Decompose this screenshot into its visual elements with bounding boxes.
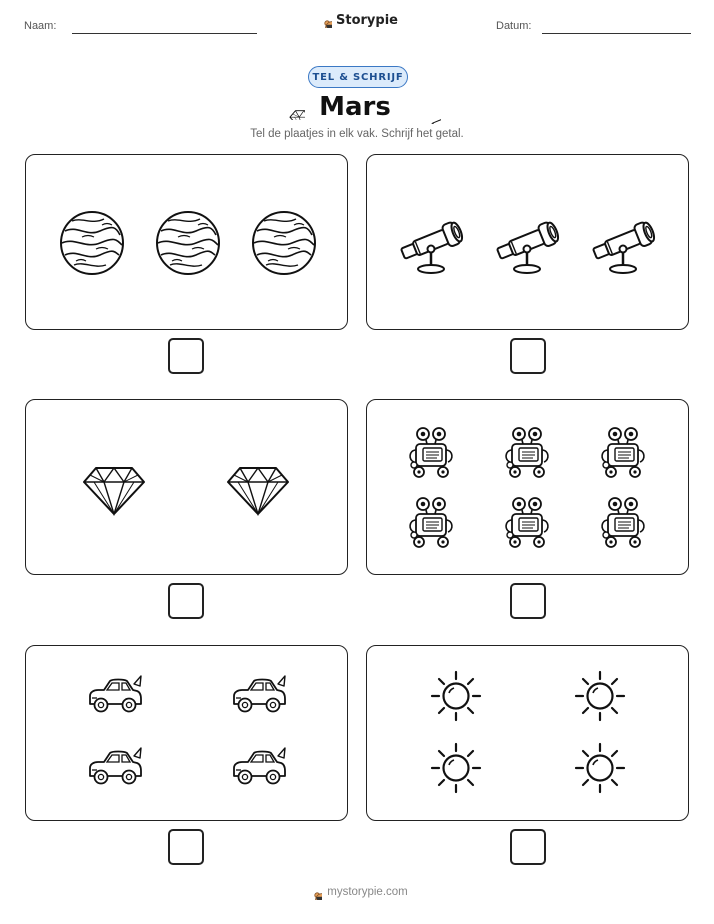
car-icon	[90, 676, 141, 712]
answer-box-robots[interactable]	[510, 583, 546, 619]
robot-icon	[506, 498, 548, 547]
activity-badge: TEL & SCHRIJF	[308, 66, 408, 88]
brand-logo	[0, 12, 714, 28]
count-card-cars	[25, 645, 348, 821]
card-pictures	[26, 646, 349, 822]
robot-icon	[506, 428, 548, 477]
robot-icon	[602, 428, 644, 477]
page-title: Mars	[319, 92, 391, 122]
date-line[interactable]	[542, 33, 691, 34]
telescope-icon	[495, 220, 561, 273]
title-row	[0, 90, 714, 124]
footer-site-link[interactable]: mystorypie.com	[327, 886, 408, 898]
sun-icon	[576, 672, 624, 720]
bear-icon	[306, 884, 322, 900]
planet-icon	[157, 212, 219, 274]
count-card-planets	[25, 154, 348, 330]
sun-icon	[576, 744, 624, 792]
telescope-icon	[399, 220, 465, 273]
telescope-icon	[405, 90, 441, 124]
card-pictures	[367, 646, 690, 822]
card-pictures	[367, 155, 690, 331]
car-icon	[234, 676, 285, 712]
instruction-text: Tel de plaatjes in elk vak. Schrijf het getal.	[250, 128, 464, 140]
answer-box-planets[interactable]	[168, 338, 204, 374]
count-card-robots	[366, 399, 689, 575]
robot-icon	[602, 498, 644, 547]
diamond-icon	[273, 94, 305, 120]
sun-icon	[432, 672, 480, 720]
count-card-suns	[366, 645, 689, 821]
count-card-diamonds	[25, 399, 348, 575]
answer-box-telescopes[interactable]	[510, 338, 546, 374]
answer-box-suns[interactable]	[510, 829, 546, 865]
date-label: Datum:	[496, 20, 532, 32]
planet-icon	[61, 212, 123, 274]
name-line[interactable]	[72, 33, 257, 34]
card-pictures	[367, 400, 690, 576]
robot-icon	[410, 428, 452, 477]
telescope-icon	[591, 220, 657, 273]
card-pictures	[26, 155, 349, 331]
diamond-icon	[84, 468, 144, 514]
footer	[0, 884, 714, 900]
car-icon	[234, 748, 285, 784]
diamond-icon	[228, 468, 288, 514]
answer-box-diamonds[interactable]	[168, 583, 204, 619]
answer-box-cars[interactable]	[168, 829, 204, 865]
card-pictures	[26, 400, 349, 576]
brand-name: Storypie	[336, 12, 398, 28]
sun-icon	[432, 744, 480, 792]
planet-icon	[253, 212, 315, 274]
car-icon	[90, 748, 141, 784]
bear-icon	[316, 12, 332, 28]
name-label: Naam:	[24, 20, 57, 32]
count-card-telescopes	[366, 154, 689, 330]
robot-icon	[410, 498, 452, 547]
